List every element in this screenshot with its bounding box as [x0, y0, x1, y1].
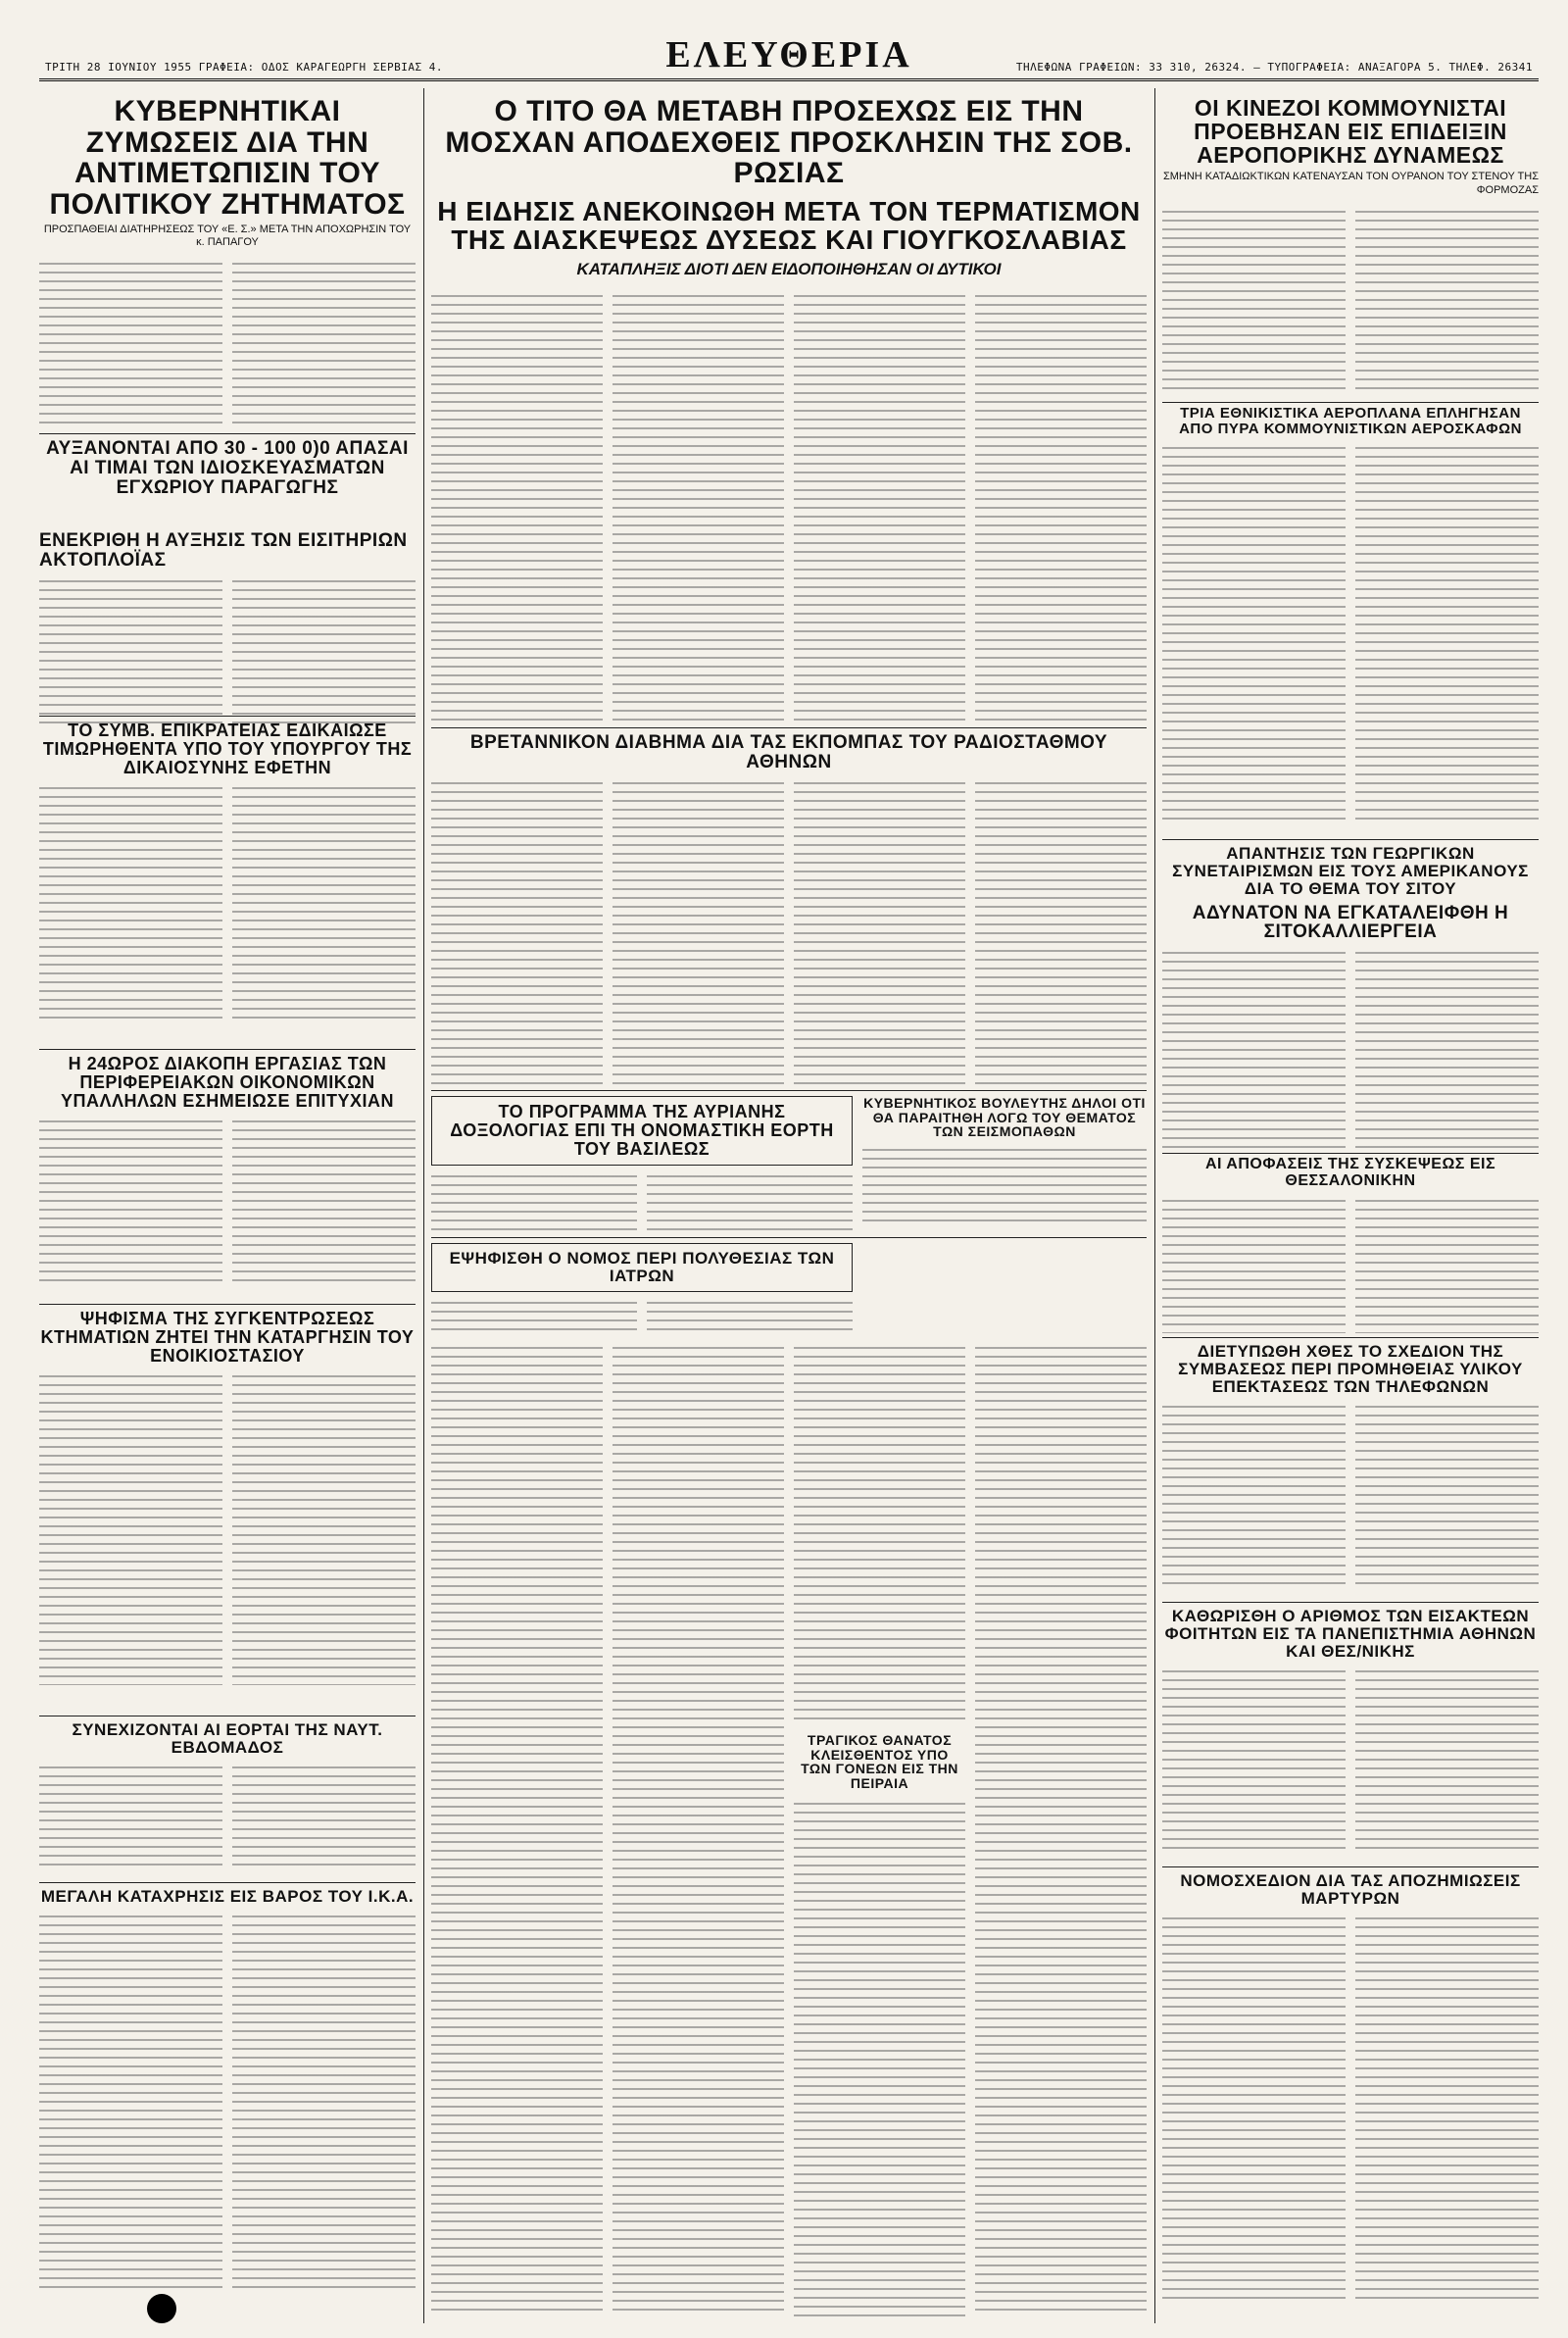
divider — [1162, 1337, 1539, 1338]
headline: ΑΔΥΝΑΤΟΝ ΝΑ ΕΓΚΑΤΑΛΕΙΦΘΗ Η ΣΙΤΟΚΑΛΛΙΕΡΓΕΙΑ — [1192, 902, 1509, 943]
article-left-5 — [39, 1310, 416, 1712]
headline: ΚΥΒΕΡΝΗΤΙΚΑΙ ΖΥΜΩΣΕΙΣ ΔΙΑ ΤΗΝ ΑΝΤΙΜΕΤΩΠΙΣΙΝ ΤΟΥ ΠΟΛΙΤΙΚΟΥ ΖΗΤΗΜΑΤΟΣ — [49, 96, 406, 221]
headline: ΝΟΜΟΣΧΕΔΙΟΝ ΔΙΑ ΤΑΣ ΑΠΟΖΗΜΙΩΣΕΙΣ ΜΑΡΤΥΡΩΝ — [1180, 1872, 1521, 1908]
body-text — [975, 778, 1147, 1086]
body-text — [39, 1371, 222, 1685]
article-center-1 — [431, 1096, 853, 1233]
headline: ΜΕΓΑΛΗ ΚΑΤΑΧΡΗΣΙΣ ΕΙΣ ΒΑΡΟΣ ΤΟΥ Ι.Κ.Α. — [40, 1888, 415, 1906]
masthead-phones: ΤΗΛΕΦΩΝΑ ΓΡΑΦΕΙΩΝ: 33 310, 26324. — ΤΥΠΟΓΡΑΦΕΙΑ: ΑΝΑΞΑΓΟΡΑ 5. ΤΗΛΕΦ. 26341 — [1015, 61, 1533, 74]
headline: ΣΥΝΕΧΙΖΟΝΤΑΙ ΑΙ ΕΟΡΤΑΙ ΤΗΣ ΝΑΥΤ. ΕΒΔΟΜΑΔΟΣ — [72, 1721, 383, 1757]
body-text — [1355, 948, 1539, 1149]
body-text — [612, 778, 784, 1086]
headline: ΕΝΕΚΡΙΘΗ Η ΑΥΞΗΣΙΣ ΤΩΝ ΕΙΣΙΤΗΡΙΩΝ ΑΚΤΟΠΛΟΪΑΣ — [39, 531, 408, 571]
headline: ΕΨΗΦΙΣΘΗ Ο ΝΟΜΟΣ ΠΕΡΙ ΠΟΛΥΘΕΣΙΑΣ ΤΩΝ ΙΑΤΡΩΝ — [431, 1243, 853, 1292]
body-text — [975, 291, 1147, 723]
body-text — [39, 1117, 222, 1283]
body-text — [1355, 1402, 1539, 1588]
lead-headline: Ο ΤΙΤΟ ΘΑ ΜΕΤΑΒΗ ΠΡΟΣΕΧΩΣ ΕΙΣ ΤΗΝ ΜΟΣΧΑΝ ΑΠΟΔΕΧΘΕΙΣ ΠΡΟΣΚΛΗΣΙΝ ΤΗΣ ΣΟΒ. ΡΩΣΙΑΣ — [445, 96, 1133, 189]
headline: ΚΑΘΩΡΙΣΘΗ Ο ΑΡΙΘΜΟΣ ΤΩΝ ΕΙΣΑΚΤΕΩΝ ΦΟΙΤΗΤΩΝ ΕΙΣ ΤΑ ΠΑΝΕΠΙΣΤΗΜΙΑ ΑΘΗΝΩΝ ΚΑΙ ΘΕΣ/ΝΙΚΗΣ — [1164, 1608, 1537, 1661]
lead-subhead: Η ΕΙΔΗΣΙΣ ΑΝΕΚΟΙΝΩΘΗ ΜΕΤΑ ΤΟΝ ΤΕΡΜΑΤΙΣΜΟΝ ΤΗΣ ΔΙΑΣΚΕΨΕΩΣ ΔΥΣΕΩΣ ΚΑΙ ΓΙΟΥΓΚΟΣΛΑΒΙΑΣ — [437, 195, 1141, 255]
article-left-6 — [39, 1721, 416, 1878]
newspaper-page — [39, 29, 1539, 2323]
headline: ΟΙ ΚΙΝΕΖΟΙ ΚΟΜΜΟΥΝΙΣΤΑΙ ΠΡΟΕΒΗΣΑΝ ΕΙΣ ΕΠΙΔΕΙΞΙΝ ΑΕΡΟΠΟΡΙΚΗΣ ΔΥΝΑΜΕΩΣ — [1194, 96, 1507, 169]
headline: ΤΟ ΣΥΜΒ. ΕΠΙΚΡΑΤΕΙΑΣ ΕΔΙΚΑΙΩΣΕ ΤΙΜΩΡΗΘΕΝΤΑ ΥΠΟ ΤΟΥ ΥΠΟΥΡΓΟΥ ΤΗΣ ΔΙΚΑΙΟΣΥΝΗΣ ΕΦΕΤΗΝ — [42, 721, 413, 777]
article-right-2 — [1162, 845, 1539, 1149]
divider — [39, 433, 416, 434]
article-left-1 — [39, 439, 416, 527]
body-text — [1355, 1666, 1539, 1853]
article-center-3 — [431, 1243, 853, 1331]
subheadline: ΠΡΟΣΠΑΘΕΙΑΙ ΔΙΑΤΗΡΗΣΕΩΣ ΤΟΥ «Ε. Σ.» ΜΕΤΑ ΤΗΝ ΑΠΟΧΩΡΗΣΙΝ ΤΟΥ κ. ΠΑΠΑΓΟΥ — [43, 224, 412, 249]
body-text — [794, 1799, 965, 2317]
article-right-5 — [1162, 1343, 1539, 1598]
center-lower-columns — [431, 1337, 1147, 2317]
divider — [1162, 1866, 1539, 1867]
headline: ΔΙΕΤΥΠΩΘΗ ΧΘΕΣ ΤΟ ΣΧΕΔΙΟΝ ΤΗΣ ΣΥΜΒΑΣΕΩΣ ΠΕΡΙ ΠΡΟΜΗΘΕΙΑΣ ΥΛΙΚΟΥ ΕΠΕΚΤΑΣΕΩΣ ΤΩΝ ΤΗΛΕΦΩΝΩΝ — [1178, 1343, 1523, 1396]
body-text — [1162, 1666, 1346, 1853]
body-text — [232, 1912, 416, 2294]
body-text — [232, 1117, 416, 1283]
body-text — [431, 1171, 637, 1230]
divider — [39, 1049, 416, 1050]
body-text — [39, 783, 222, 1019]
body-text — [431, 778, 603, 1086]
article-right-7 — [1162, 1872, 1539, 2318]
article-center-2 — [862, 1096, 1147, 1233]
article-left-7 — [39, 1888, 416, 2319]
divider — [1162, 1602, 1539, 1603]
body-text — [1355, 1914, 1539, 2306]
column-rule — [1154, 88, 1155, 2323]
headline: Η 24ΩΡΟΣ ΔΙΑΚΟΠΗ ΕΡΓΑΣΙΑΣ ΤΩΝ ΠΕΡΙΦΕΡΕΙΑΚΩΝ ΟΙΚΟΝΟΜΙΚΩΝ ΥΠΑΛΛΗΛΩΝ ΕΣΗΜΕΙΩΣΕ ΕΠΙΤΥΧΙΑΝ — [60, 1055, 394, 1111]
body-text — [232, 1371, 416, 1685]
divider — [39, 1304, 416, 1305]
body-text — [1162, 207, 1346, 393]
body-text — [1355, 1196, 1539, 1333]
divider — [431, 1090, 1147, 1091]
body-text — [794, 291, 965, 723]
headline: ΤΟ ΠΡΟΓΡΑΜΜΑ ΤΗΣ ΑΥΡΙΑΝΗΣ ΔΟΞΟΛΟΓΙΑΣ ΕΠΙ ΤΗ ΟΝΟΜΑΣΤΙΚΗ ΕΟΡΤΗ ΤΟΥ ΒΑΣΙΛΕΩΣ — [431, 1096, 853, 1166]
lead-article — [431, 96, 1147, 723]
headline: ΤΡΙΑ ΕΘΝΙΚΙΣΤΙΚΑ ΑΕΡΟΠΛΑΝΑ ΕΠΛΗΓΗΣΑΝ ΑΠΟ ΠΥΡΑ ΚΟΜΜΟΥΝΙΣΤΙΚΩΝ ΑΕΡΟΣΚΑΦΩΝ — [1179, 406, 1522, 437]
body-text — [232, 576, 416, 723]
body-text — [612, 291, 784, 723]
body-text — [431, 1343, 603, 2313]
article-left-4 — [39, 1055, 416, 1300]
headline: ΑΥΞΑΝΟΝΤΑΙ ΑΠΟ 30 - 100 0)0 ΑΠΑΣΑΙ ΑΙ ΤΙΜΑΙ ΤΩΝ ΙΔΙΟΣΚΕΥΑΣΜΑΤΩΝ ΕΓΧΩΡΙΟΥ ΠΑΡΑΓΩΓΗΣ — [46, 439, 409, 498]
article-right-4 — [1162, 1157, 1539, 1333]
headline: ΨΗΦΙΣΜΑ ΤΗΣ ΣΥΓΚΕΝΤΡΩΣΕΩΣ ΚΤΗΜΑΤΙΩΝ ΖΗΤΕΙ ΤΗΝ ΚΑΤΑΡΓΗΣΙΝ ΤΟΥ ΕΝΟΙΚΙΟΣΤΑΣΙΟΥ — [40, 1310, 415, 1366]
body-text — [232, 1763, 416, 1870]
lead-kicker: ΚΑΤΑΠΛΗΞΙΣ ΔΙΟΤΙ ΔΕΝ ΕΙΔΟΠΟΙΗΘΗΣΑΝ ΟΙ ΔΥΤΙΚΟΙ — [576, 260, 1002, 279]
body-text — [1355, 443, 1539, 825]
body-text — [1162, 1196, 1346, 1333]
ink-blot — [147, 2294, 176, 2323]
body-text — [431, 291, 603, 723]
headline: ΚΥΒΕΡΝΗΤΙΚΟΣ ΒΟΥΛΕΥΤΗΣ ΔΗΛΟΙ ΟΤΙ ΘΑ ΠΑΡΑΙΤΗΘΗ ΛΟΓΩ ΤΟΥ ΘΕΜΑΤΟΣ ΤΩΝ ΣΕΙΣΜΟΠΑΘΩΝ — [863, 1096, 1146, 1140]
body-text — [794, 1343, 965, 1725]
body-text — [647, 1298, 853, 1331]
body-text — [612, 1343, 784, 2313]
column-rule — [423, 88, 424, 2323]
masthead — [39, 29, 1539, 81]
body-text — [39, 1912, 222, 2294]
body-text — [1162, 1914, 1346, 2306]
article-center-0 — [431, 733, 1147, 1086]
divider — [431, 1237, 1147, 1238]
headline: ΤΡΑΓΙΚΟΣ ΘΑΝΑΤΟΣ ΚΛΕΙΣΘΕΝΤΟΣ ΥΠΟ ΤΩΝ ΓΟΝΕΩΝ ΕΙΣ ΤΗΝ ΠΕΙΡΑΙΑ — [801, 1732, 958, 1792]
subheadline: ΣΜΗΝΗ ΚΑΤΑΔΙΩΚΤΙΚΩΝ ΚΑΤΕΝΑΥΣΑΝ ΤΟΝ ΟΥΡΑΝΟΝ ΤΟΥ ΣΤΕΝΟΥ ΤΗΣ ΦΟΡΜΟΖΑΣ — [1162, 171, 1539, 196]
headline: ΑΙ ΑΠΟΦΑΣΕΙΣ ΤΗΣ ΣΥΣΚΕΨΕΩΣ ΕΙΣ ΘΕΣΣΑΛΟΝΙΚΗΝ — [1204, 1157, 1496, 1189]
body-text — [232, 259, 416, 429]
body-text — [975, 1343, 1147, 2313]
divider — [431, 727, 1147, 728]
headline: ΒΡΕΤΑΝΝΙΚΟΝ ΔΙΑΒΗΜΑ ΔΙΑ ΤΑΣ ΕΚΠΟΜΠΑΣ ΤΟΥ ΡΑΔΙΟΣΤΑΘΜΟΥ ΑΘΗΝΩΝ — [469, 733, 1108, 772]
body-text — [794, 778, 965, 1086]
body-text — [1162, 443, 1346, 825]
body-text — [39, 259, 222, 429]
masthead-date-address: ΤΡΙΤΗ 28 ΙΟΥΝΙΟΥ 1955 ΓΡΑΦΕΙΑ: ΟΔΟΣ ΚΑΡΑΓΕΩΡΓΗ ΣΕΡΒΙΑΣ 4. — [45, 61, 443, 74]
divider — [39, 1882, 416, 1883]
divider — [1162, 402, 1539, 403]
body-text — [232, 783, 416, 1019]
divider — [1162, 839, 1539, 840]
body-text — [39, 576, 222, 723]
body-text — [1355, 207, 1539, 393]
body-text — [862, 1145, 1147, 1223]
article-left-0 — [39, 96, 416, 429]
body-text — [1162, 948, 1346, 1149]
article-right-0 — [1162, 96, 1539, 400]
body-text — [39, 1763, 222, 1870]
body-text — [1162, 1402, 1346, 1588]
divider — [39, 716, 416, 717]
body-text — [647, 1171, 853, 1230]
article-left-3 — [39, 721, 416, 1045]
body-text — [431, 1298, 637, 1331]
article-right-1 — [1162, 406, 1539, 837]
headline: ΑΠΑΝΤΗΣΙΣ ΤΩΝ ΓΕΩΡΓΙΚΩΝ ΣΥΝΕΤΑΙΡΙΣΜΩΝ ΕΙΣ ΤΟΥΣ ΑΜΕΡΙΚΑΝΟΥΣ ΔΙΑ ΤΟ ΘΕΜΑ ΤΟΥ ΣΙΤΟΥ — [1172, 845, 1529, 898]
divider — [1162, 1153, 1539, 1154]
newspaper-title: ΕΛΕΥΘΕΡΙΑ — [665, 34, 912, 75]
article-right-6 — [1162, 1608, 1539, 1863]
